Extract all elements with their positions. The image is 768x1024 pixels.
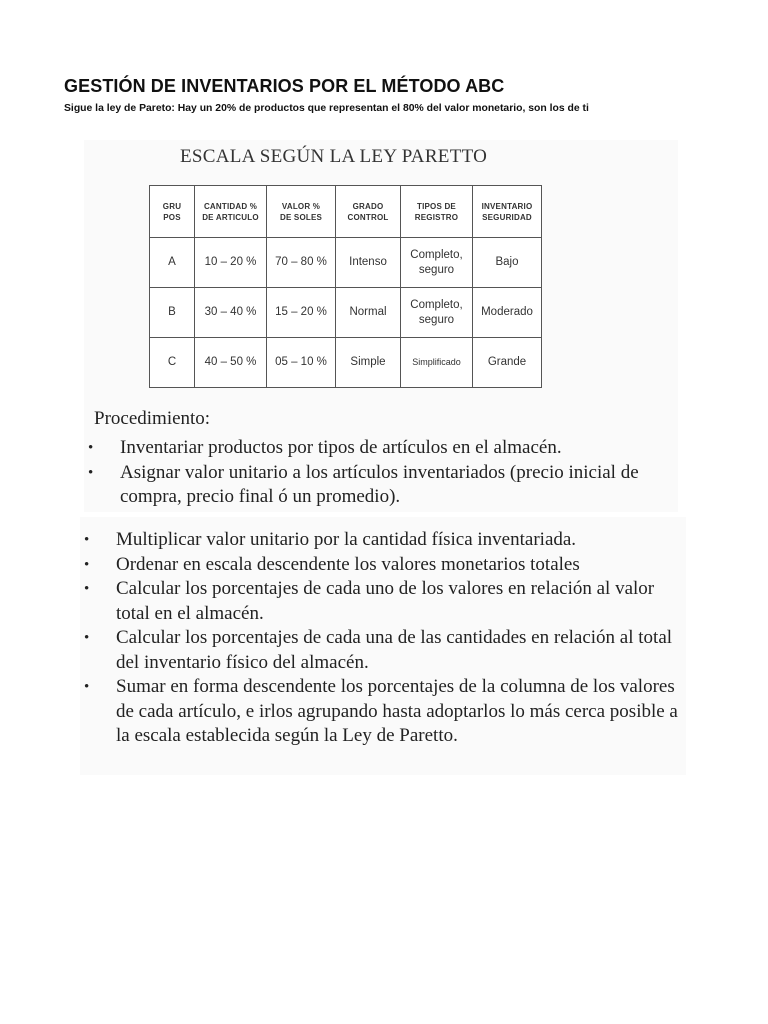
table-cell: 70 – 80 %	[267, 238, 336, 288]
table-cell: 15 – 20 %	[267, 288, 336, 338]
pareto-scale-table	[149, 185, 542, 388]
bullet-icon: •	[84, 556, 90, 573]
table-row-c	[150, 338, 542, 388]
table-cell: Normal	[336, 288, 401, 338]
header-grupos: GRU POS	[150, 186, 195, 238]
list-item: • Inventariar productos por tipos de artículos en el almacén.	[88, 436, 668, 461]
header-cantidad: CANTIDAD % DE ARTICULO	[195, 186, 267, 238]
list-item: • Asignar valor unitario a los artículos inventariados (precio inicial de compra, precio final ó un promedio).	[88, 461, 639, 507]
bullet-icon: •	[84, 581, 90, 597]
table-cell: 05 – 10 %	[267, 338, 336, 388]
header-grado-control: GRADO CONTROL	[336, 186, 401, 238]
header-inventario-seguridad: INVENTARIO SEGURIDAD	[473, 186, 542, 238]
table-cell: Grande	[473, 338, 542, 388]
table-cell: Bajo	[473, 238, 542, 288]
page-subtitle: Sigue la ley de Pareto: Hay un 20% de productos que representan el 80% del valor monetario, son los de ti	[64, 103, 589, 114]
list-item: • Calcular los porcentajes de cada una de las cantidades en relación al total del inventario físico del almacén.	[84, 627, 673, 673]
procedure-list-part2	[84, 528, 684, 749]
table-cell: Completo, seguro	[401, 238, 473, 288]
table-row-a	[150, 238, 542, 288]
header-valor: VALOR % DE SOLES	[267, 186, 336, 238]
table-cell: Moderado	[473, 288, 542, 338]
page-title: GESTIÓN DE INVENTARIOS POR EL MÉTODO ABC	[64, 76, 505, 96]
table-cell: 40 – 50 %	[195, 338, 267, 388]
table-cell: Completo, seguro	[401, 288, 473, 338]
table-row-b	[150, 288, 542, 338]
list-item: • Sumar en forma descendente los porcentajes de la columna de los valores de cada artículo, e irlos agrupando hasta adoptarlos lo más cerca posible a la escala establecida según la Ley de Paretto.	[84, 676, 678, 746]
procedure-list-part1	[88, 436, 668, 510]
list-item: • Calcular los porcentajes de cada uno de los valores en relación al valor total en el almacén.	[84, 578, 655, 624]
table-cell: C	[150, 338, 195, 388]
table-cell: 30 – 40 %	[195, 288, 267, 338]
table-header-row	[150, 186, 542, 238]
bullet-icon: •	[84, 532, 90, 548]
bullet-icon: •	[88, 440, 94, 456]
table-cell: 10 – 20 %	[195, 238, 267, 288]
list-item: • Ordenar en escala descendente los valores monetarios totales	[84, 553, 684, 578]
scale-table-title: ESCALA SEGÚN LA LEY PARETTO	[180, 146, 488, 167]
list-item: • Multiplicar valor unitario por la cantidad física inventariada.	[84, 528, 684, 553]
table-cell: Intenso	[336, 238, 401, 288]
table-cell: Simple	[336, 338, 401, 388]
bullet-icon: •	[84, 630, 90, 646]
header-tipos-registro: TIPOS DE REGISTRO	[401, 186, 473, 238]
table-cell: B	[150, 288, 195, 338]
bullet-icon: •	[88, 464, 94, 481]
bullet-icon: •	[84, 679, 90, 695]
table-cell: Simplificado	[401, 338, 473, 388]
table-cell: A	[150, 238, 195, 288]
procedure-heading: Procedimiento:	[94, 408, 211, 429]
